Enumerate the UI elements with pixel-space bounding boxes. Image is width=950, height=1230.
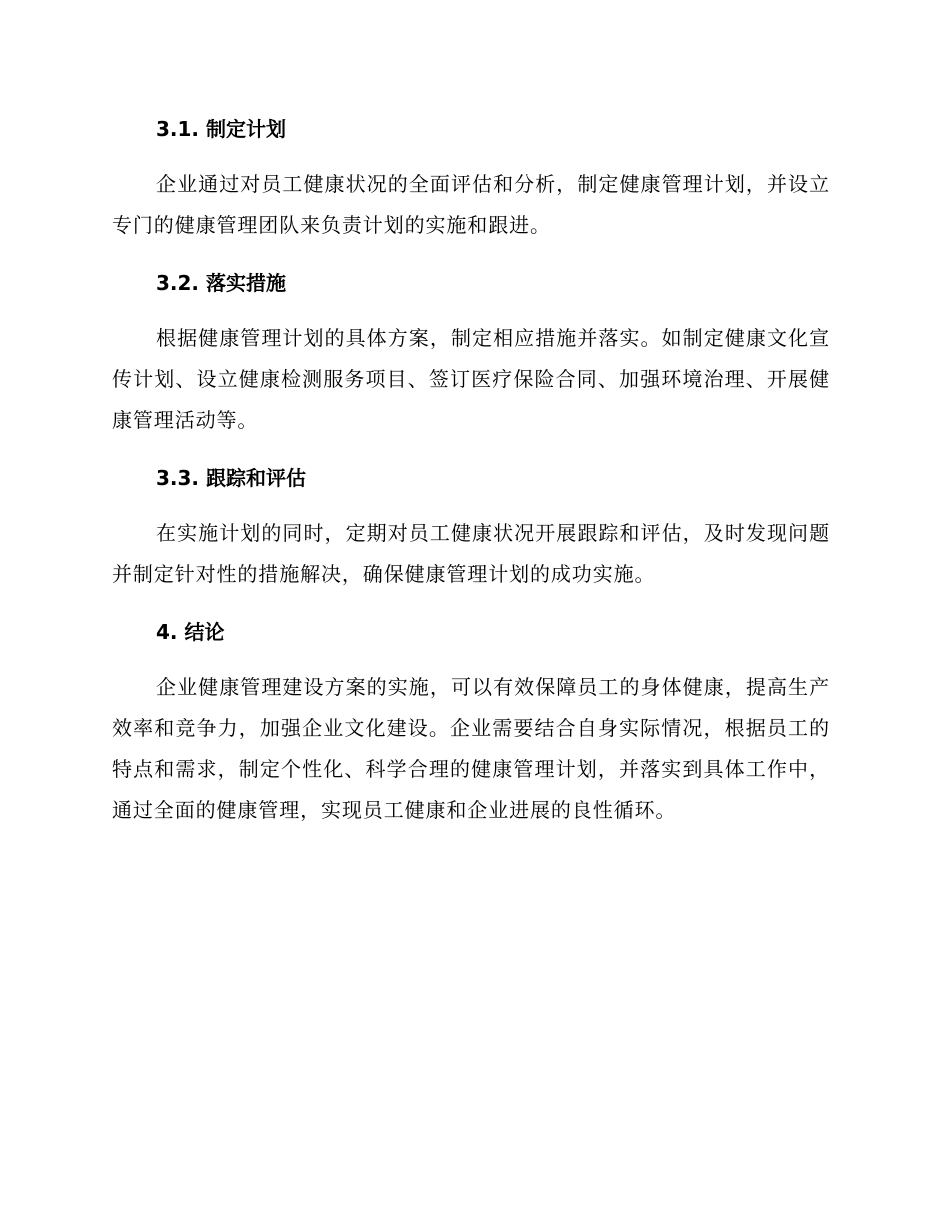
section-heading-3-1: 3.1. 制定计划 <box>156 117 286 141</box>
section-paragraph-3-3: 在实施计划的同时，定期对员工健康状况开展跟踪和评估，及时发现问题并制定针对性的措施解决，确保健康管理计划的成功实施。 <box>112 521 830 586</box>
section-paragraph-3-2: 根据健康管理计划的具体方案，制定相应措施并落实。如制定健康文化宣传计划、设立健康检测服务项目、签订医疗保险合同、加强环境治理、开展健康管理活动等。 <box>112 326 830 432</box>
section-paragraph-4: 企业健康管理建设方案的实施，可以有效保障员工的身体健康，提高生产效率和竞争力，加强企业文化建设。企业需要结合自身实际情况，根据员工的特点和需求，制定个性化、科学合理的健康管理计划，并落实到具体工作中，通过全面的健康管理，实现员工健康和企业进展的良性循环。 <box>112 675 830 822</box>
section-heading-3-2: 3.2. 落实措施 <box>156 271 286 295</box>
section-heading-3-3: 3.3. 跟踪和评估 <box>156 466 306 490</box>
document-body <box>112 112 830 831</box>
section-heading-4: 4. 结论 <box>156 620 225 644</box>
section-paragraph-3-1: 企业通过对员工健康状况的全面评估和分析，制定健康管理计划，并设立专门的健康管理团队来负责计划的实施和跟进。 <box>112 172 830 237</box>
